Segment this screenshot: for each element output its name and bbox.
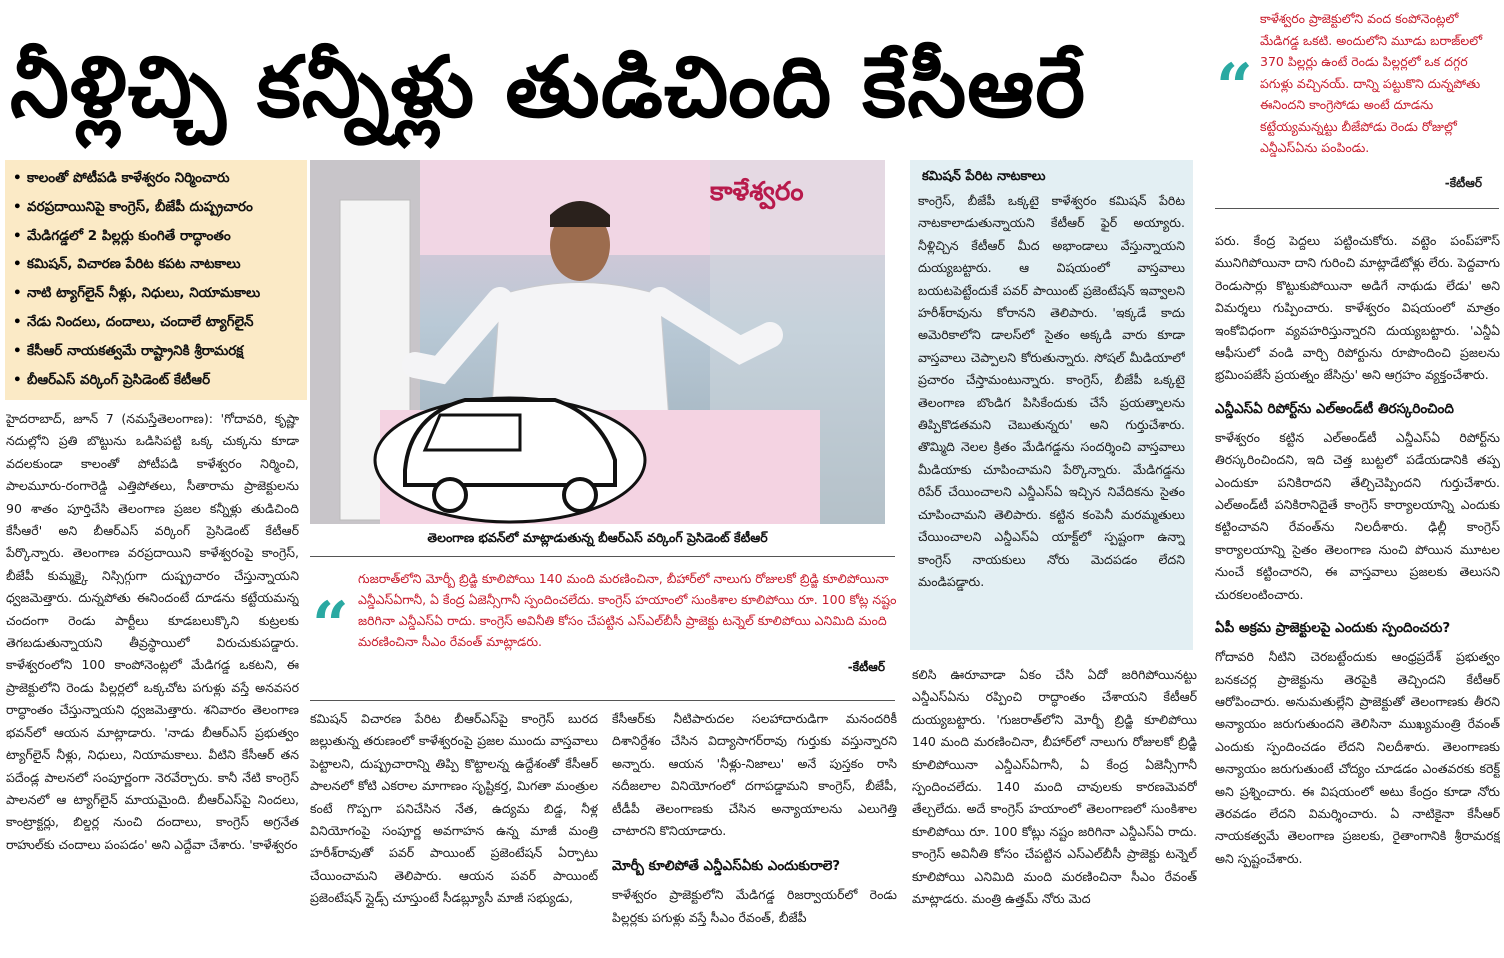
photo-banner-text: కాళేశ్వరం [710,177,804,207]
photo-caption: తెలంగాణ భవన్‌లో మాట్లాడుతున్న బీఆర్‌ఎస్ వర్కింగ్ ప్రెసిడెంట్ కేటీఆర్ [427,530,768,545]
bullet-item: • మేడిగడ్డలో 2 పిల్లర్లు కుంగితే రాద్ధాంతం [5,222,307,251]
caption-divider [310,556,895,557]
bullet-item: • నాటి ట్యాగ్‌లైన్ నీళ్లు, నిధులు, నియామకాలు [5,279,307,308]
top-quote-text: కాళేశ్వరం ప్రాజెక్టులోని వంద కంపోనెంట్లలో మేడిగడ్డ ఒకటి. అందులోని మూడు బరాజ్‌లలో 370 పిల్లర్లు ఉంటే రెండు పిల్లర్లలో ఒక దగ్గర పగుళ్లు వచ్చినయ్. దాన్ని పట్టుకొని దున్నపోతు ఈనిందని కాంగ్రెసోడు అంటే దూడను కట్టేయ్యమన్నట్టు బీజేపోడు రెండు రోజుల్లో ఎన్డీఎస్‌ఏను పంపిండు. [1260,11,1483,155]
bullet-item: • కమిషన్, విచారణ పేరిట కపట నాటకాలు [5,250,307,279]
middle-quote-byline: -కేటీఆర్ [847,660,885,674]
quote-mark-icon: “ [1216,50,1253,125]
top-quote-byline: -కేటీఆర్ [1444,176,1482,190]
column-3-paragraph-2: కాళేశ్వరం ప్రాజెక్టులోని మేడిగడ్డ రిజర్వాయర్‌లో రెండు పిల్లర్లకు పగుళ్లు వస్తే సీఎం రేవంత్, బీజేపీ [612,887,897,925]
column-5-subheading-1: ఎన్డీఎస్‌ఏ రిపోర్ట్‌ను ఎల్‌అండ్‌టీ తిరస్కరించింది [1215,400,1454,417]
column-3-subheading: మోర్బీ కూలిపోతే ఎన్డీఎస్‌ఏకు ఎందుకురాలె? [612,858,841,875]
column-5-paragraph: పరు. కేంద్ర పెద్దలు పట్టించుకోరు. వట్టెం పంప్‌హౌస్ మునిగిపోయినా దాని గురించి మాట్లాడేటోళ్లు లేరు. పెద్దవాగు రెండుసార్లు కొట్టుకుపోయినా అడిగే నాథుడు లేడు' అని విమర్శలు గుప్పించారు. కాళేశ్వరం విషయంలో మాత్రం ఇంకోవిధంగా వ్యవహరిస్తున్నారని దుయ్యబట్టారు. 'ఎన్డీఏ ఆఫీసులో వండి వార్చి రిపోర్టును రూపొందించి ప్రజలను భ్రమింపజేసే ప్రయత్నం జేసిన్రు' అని ఆగ్రహం వ్యక్తంచేశారు. [1215,233,1500,383]
article-column-4: కలిసి ఊరూవాడా ఏకం చేసి ఏదో జరిగిపోయినట్టు ఎన్డీఎస్‌ఏను రప్పించి రాద్ధాంతం చేశాయని కేటీఆర్ దుయ్యబట్టారు. 'గుజరాత్‌లోని మోర్బీ బ్రిడ్జి కూలిపోయి 140 మంది మరణించినా, బీహార్‌లో నాలుగు రోజులకో బ్రిడ్జి కూలిపోయినా ఎన్డీఎస్‌ఏగానీ, ఏ కేంద్ర ఏజెన్సీగానీ స్పందించలేదు. 140 మంది చావులకు కారణమెవరో తేల్చలేదు. అదే కాంగ్రెస్ హయాంలో తెలంగాణలో సుంకిశాల కూలిపోయి రూ. 100 కోట్లు నష్టం జరిగినా ఎన్డీఎస్‌ఏ రాదు. కాంగ్రెస్ అవినీతి కోసం చేపట్టిన ఎస్‌ఎల్‌బీసీ ప్రాజెక్టు టన్నెల్ కూలిపోయి ఎనిమిది మంది మరణించినా సీఎం రేవంత్ మాట్లాడరు. మంత్రి ఉత్తమ్ నోరు మెద [912,667,1197,907]
bullet-item: • నేడు నిందలు, దందాలు, చందాలే ట్యాగ్‌లైన్ [5,308,307,337]
middle-quote-box [310,568,895,688]
column-5-subheading-2: ఏపీ అక్రమ ప్రాజెక్టులపై ఎందుకు స్పందించరు? [1215,620,1451,637]
article-column-1: హైదరాబాద్, జూన్ 7 (నమస్తేతెలంగాణ): 'గోదావరి, కృష్ణా నదుల్లోని ప్రతి బొట్టును ఒడిసిపట్టి ఒక్క చుక్కను కూడా వదలకుండా కాలంతో పోటీపడి కాళేశ్వరం నిర్మించి, పాలమూరు-రంగారెడ్డి ఎత్తిపోతలు, సీతారామ ప్రాజెక్టులను 90 శాతం పూర్తిచేసి తెలంగాణ ప్రజల కన్నీళ్లు తుడిచింది కేసీఆరే' అని బీఆర్‌ఎస్ వర్కింగ్ ప్రెసిడెంట్ కేటీఆర్ పేర్కొన్నారు. తెలంగాణ వరప్రదాయిని కాళేశ్వరంపై కాంగ్రెస్, బీజేపీ కుమ్మక్కై నిస్సిగ్గుగా దుష్ప్రచారం చేస్తున్నాయని ధ్వజమెత్తారు. దున్నపోతు ఈనిందంటే దూడను కట్టేయమన్న చందంగా రెండు పార్టీలు కూడబలుక్కొని కుట్రలకు తెగబడుతున్నాయని తీవ్రస్థాయిలో విరుచుకుపడ్డారు. కాళేశ్వరంలోని 100 కాంపోనెంట్లలో మేడిగడ్డ ఒకటని, ఈ ప్రాజెక్టులోని రెండు పిల్లర్లలో ఒక్కచోట పగుళ్లు వస్తే అనవసర రాద్ధాంతం చేస్తున్నాయని ధ్వజమెత్తారు. శనివారం తెలంగాణ భవన్‌లో ఆయన మాట్లాడారు. 'నాడు బీఆర్‌ఎస్ ప్రభుత్వం ట్యాగ్‌లైన్ నీళ్లు, నిధులు, నియామకాలు. వీటిని కేసీఆర్ తన పదేండ్ల పాలనలో సంపూర్ణంగా నెరవేర్చారు. కానీ నేటి కాంగ్రెస్ పాలనలో ఆ ట్యాగ్‌లైన్ మాయమైంది. బీఆర్‌ఎస్‌పై నిందలు, కాంట్రాక్టర్లు, బిల్డర్ల నుంచి దందాలు, కాంగ్రెస్ అగ్రనేత రాహుల్‌కు చందాలు పంపడం' అని ఎద్దేవా చేశారు. 'కాళేశ్వరం [6,411,299,852]
bullet-item: • కాలంతో పోటీపడి కాళేశ్వరం నిర్మించారు [5,164,307,193]
quote-divider [310,700,895,701]
bullet-item: • కేసీఆర్ నాయకత్వమే రాష్ట్రానికి శ్రీరామరక్ష [5,337,307,366]
bullet-summary-box [5,160,307,400]
column-5-paragraph-3: గోదావరి నీటిని చెరబట్టేందుకు ఆంధ్రప్రదేశ్ ప్రభుత్వం బనకచర్ల ప్రాజెక్టును తెరపైకి తెచ్చిందని కేటీఆర్ ఆరోపించారు. అనుమతుల్లేని ప్రాజెక్టుతో తెలంగాణకు తీరని అన్యాయం జరుగుతుందని తెలిసినా ముఖ్యమంత్రి రేవంత్ ఎందుకు స్పందించడం లేదని నిలదీశారు. తెలంగాణకు అన్యాయం జరుగుతుంటే చోద్యం చూడడం ఎంతవరకు కరెక్ట్ అని ప్రశ్నించారు. ఈ విషయంలో అటు కేంద్రం కూడా నోరు తెరవడం లేదని విమర్శించారు. ఏ నాటికైనా కేసీఆర్ నాయకత్వమే తెలంగాణ ప్రజలకు, రైతాంగానికి శ్రీరామరక్ష అని స్పష్టంచేశారు. [1215,649,1500,866]
sidebox-title: కమిషన్ పేరిట నాటకాలు [922,169,1046,184]
top-quote-divider [1215,208,1499,209]
top-quote-box [1210,0,1500,200]
article-column-2: కమిషన్ విచారణ పేరిట బీఆర్‌ఎస్‌పై కాంగ్రెస్ బురద జల్లుతున్న తరుణంలో కాళేశ్వరంపై ప్రజల ముందు వాస్తవాలు పెట్టాలని, దుష్ప్రచారాన్ని తిప్పి కొట్టాలన్న ఉద్దేశంతో కేసీఆర్ పాలనలో కోటి ఎకరాల మాగాణం సృష్టికర్త, మిగతా మంత్రుల కంటే గొప్పగా పనిచేసిన నేత, ఉద్యమ బిడ్డ, నీళ్ల వినియోగంపై సంపూర్ణ అవగాహన ఉన్న మాజీ మంత్రి హరీశ్‌రావుతో పవర్ పాయింట్ ప్రజెంటేషన్ ఏర్పాటు చేయించామని తెలిపారు. ఆయన పవర్ పాయింట్ ప్రజెంటేషన్ స్లైడ్స్ చూస్తుంటే సీడబ్ల్యూసీ మాజీ సభ్యుడు, [310,711,598,906]
column-3-paragraph: కేసీఆర్‌కు నీటిపారుదల సలహాదారుడిగా మనందరికీ దిశానిర్దేశం చేసిన విద్యాసాగర్‌రావు గుర్తుకు వస్తున్నారని అన్నారు. ఆయన 'నీళ్లు-నిజాలు' అనే పుస్తకం రాసి నదీజలాల వినియోగంలో దగాపడ్డామని కాంగ్రెస్, బీజేపీ, టీడీపీ తెలంగాణకు చేసిన అన్యాయాలను ఎలుగెత్తి చాటారని కొనియాడారు. [612,711,897,839]
news-photo [310,160,885,524]
commission-sidebox [910,160,1193,650]
quote-mark-icon: “ [312,588,349,663]
headline: నీళ్లిచ్చి కన్నీళ్లు తుడిచింది కేసీఆరే [10,38,1087,136]
article-column-3 [612,708,897,956]
bullet-item: • బీఆర్‌ఎస్ వర్కింగ్ ప్రెసిడెంట్ కేటీఆర్ [5,366,307,395]
article-column-5 [1215,230,1500,956]
bullet-item: • వరప్రదాయినిపై కాంగ్రెస్, బీజేపీ దుష్ప్రచారం [5,193,307,222]
column-5-paragraph-2: కాళేశ్వరం కట్టిన ఎల్‌అండ్‌టీ ఎన్డీఎస్‌ఏ రిపోర్ట్‌ను తిరస్కరించిందని, ఇది చెత్త బుట్టలో పడేయడానికి తప్ప ఎందుకూ పనికిరాదని తేల్చిచెప్పిందని గుర్తుచేశారు. ఎల్‌అండ్‌టీ పనికిరానిదైతే కాంగ్రెస్ కార్యాలయాన్ని ఎందుకు కట్టించావని రేవంత్‌ను నిలదీశారు. ఢిల్లీ కాంగ్రెస్ కార్యాలయాన్ని సైతం తెలంగాణ నుంచి పోయిన మూటల నుంచే కట్టించారని, ఈ వాస్తవాలు ప్రజలకు తెలుసని చురకలంటించారు. [1215,429,1500,602]
speaker-photo-illustration [310,160,885,524]
sidebox-text: కాంగ్రెస్, బీజేపీ ఒక్కటై కాళేశ్వరం కమిషన్ పేరిట నాటకాలాడుతున్నాయని కేటీఆర్ ఫైర్ అయ్యారు. నీళ్లిచ్చిన కేటీఆర్ మీద అభాండాలు వేస్తున్నాయని దుయ్యబట్టారు. ఆ విషయంలో వాస్తవాలు బయటపెట్టేందుకే పవర్ పాయింట్ ప్రజెంటేషన్ ఇవ్వాలని హరీశ్‌రావును కోరానని తెలిపారు. 'ఇక్కడే కాదు అమెరికాలోని డాలస్‌లో సైతం అక్కడి వారు కూడా వాస్తవాలు చెప్పాలని కోరుతున్నారు. సోషల్ మీడియాలో ప్రచారం చేస్తామంటున్నారు. కాంగ్రెస్, బీజేపీ ఒక్కటై తెలంగాణ బొండిగ పిసికేందుకు చేసే ప్రయత్నాలను తిప్పికొడతమని చెబుతున్నరు' అని గుర్తుచేశారు. తొమ్మిది నెలల క్రితం మేడిగడ్డను సందర్శించి వాస్తవాలు మీడియాకు చూపించామని పేర్కొన్నారు. మేడిగడ్డను రిపేర్ చేయించాలని ఎన్డీఎస్‌ఏ ఇచ్చిన నివేదికను సైతం చూపించామని తెలిపారు. కట్టిన కంపెనీ మరమ్మతులు చేయించాలని ఎన్డీఎస్‌ఏ యాక్ట్‌లో స్పష్టంగా ఉన్నా కాంగ్రెస్ నాయకులు నోరు మెదపడం లేదని మండిపడ్డారు. [918,193,1185,589]
middle-quote-text: గుజరాత్‌లోని మోర్బీ బ్రిడ్జి కూలిపోయి 140 మంది మరణించినా, బీహార్‌లో నాలుగు రోజులకో బ్రిడ్జి కూలిపోయినా ఎన్డీఎస్‌ఏగానీ, ఏ కేంద్ర ఏజెన్సీగానీ స్పందించలేదు. కాంగ్రెస్ హయాంలో సుంకిశాల కూలిపోయి రూ. 100 కోట్ల నష్టం జరిగినా ఎన్డీఎస్‌ఏ రాదు. కాంగ్రెస్ అవినీతి కోసం చేపట్టిన ఎస్‌ఎల్‌బీసీ ప్రాజెక్టు టన్నెల్ కూలిపోయి ఎనిమిది మంది మరణించినా సీఎం రేవంత్ మాట్లాడరు. [358,571,897,649]
